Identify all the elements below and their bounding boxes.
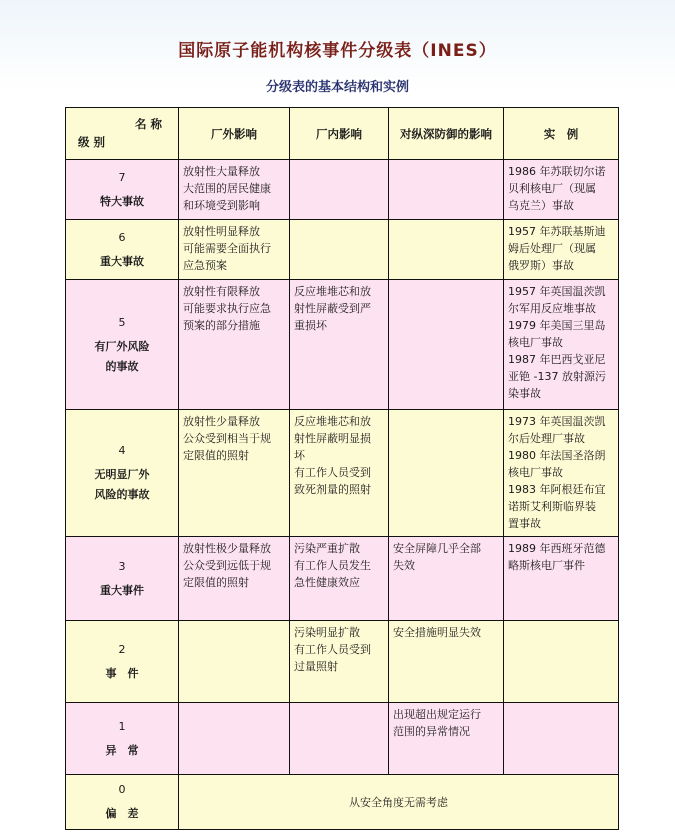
examples-line: 俄罗斯）事故 — [508, 259, 574, 272]
level-name: 无明显厂外 — [94, 468, 150, 481]
onsite-line: 坏 — [294, 449, 305, 462]
examples-cell — [504, 621, 619, 703]
defense-cell — [389, 621, 504, 703]
header-row — [66, 108, 619, 160]
onsite-line: 有工作人员发生 — [294, 559, 371, 572]
offsite-line: 放射性大量释放 — [183, 165, 260, 178]
offsite-cell — [179, 621, 290, 703]
examples-line: 诺斯艾利斯临界装 — [508, 500, 596, 513]
offsite-line: 预案的部分措施 — [183, 319, 260, 332]
level-cell — [66, 537, 179, 621]
onsite-cell — [290, 160, 389, 220]
defense-cell — [389, 160, 504, 220]
level-cell — [66, 703, 179, 775]
onsite-cell — [290, 280, 389, 410]
level-row-6 — [66, 220, 619, 280]
header-corner-cell — [66, 108, 179, 160]
examples-line: 1979 年美国三里岛 — [508, 319, 606, 332]
offsite-line: 应急预案 — [183, 259, 227, 272]
examples-line: 核电厂事故 — [508, 466, 563, 479]
examples-cell — [504, 220, 619, 280]
examples-line: 姆后处理厂（现属 — [508, 242, 596, 255]
level-number: 4 — [118, 444, 126, 457]
level-name: 的事故 — [105, 359, 139, 373]
onsite-cell — [290, 410, 389, 537]
level-name: 风险的事故 — [94, 488, 150, 501]
level-number: 6 — [118, 230, 126, 244]
level-cell — [66, 280, 179, 410]
onsite-line: 有工作人员受到 — [294, 466, 371, 479]
page-subtitle: 分级表的基本结构和实例 — [265, 80, 409, 95]
level-row-2 — [66, 621, 619, 703]
examples-cell — [504, 703, 619, 775]
defense-cell — [389, 703, 504, 775]
header-onsite: 厂内影响 — [290, 108, 389, 160]
offsite-cell — [179, 280, 290, 410]
offsite-line: 放射性有限释放 — [183, 285, 260, 298]
examples-line: 核电厂事故 — [508, 336, 563, 349]
defense-cell — [389, 537, 504, 621]
onsite-line: 致死剂量的照射 — [294, 483, 371, 496]
defense-cell — [389, 220, 504, 280]
offsite-line: 定限值的照射 — [183, 576, 249, 589]
onsite-cell — [290, 220, 389, 280]
header-defense: 对纵深防御的影响 — [389, 108, 504, 160]
level-name: 重大事件 — [100, 583, 144, 597]
offsite-cell — [179, 410, 290, 537]
defense-line: 安全屏障几乎全部 — [393, 542, 481, 555]
level-name: 重大事故 — [100, 254, 144, 268]
level-name: 偏 差 — [105, 807, 139, 820]
defense-line: 安全措施明显失效 — [393, 626, 481, 639]
examples-line: 略斯核电厂事件 — [508, 559, 585, 572]
offsite-line: 放射性明显释放 — [183, 225, 260, 238]
level-row-1 — [66, 703, 619, 775]
examples-line: 尔后处理厂事故 — [508, 432, 585, 445]
examples-cell — [504, 410, 619, 537]
onsite-line: 有工作人员受到 — [294, 643, 371, 656]
level-name: 有厂外风险 — [94, 339, 150, 353]
examples-line: 1973 年英国温茨凯 — [508, 415, 606, 428]
offsite-cell — [179, 703, 290, 775]
header-examples: 实 例 — [504, 108, 619, 160]
onsite-line: 过量照射 — [294, 660, 338, 673]
offsite-line: 公众受到远低于规 — [183, 559, 271, 572]
onsite-cell — [290, 621, 389, 703]
defense-cell — [389, 280, 504, 410]
examples-cell — [504, 280, 619, 410]
level-cell — [66, 220, 179, 280]
examples-line: 1987 年巴西戈亚尼 — [508, 353, 606, 366]
examples-line: 染事故 — [508, 387, 541, 400]
level-number: 7 — [118, 170, 126, 184]
examples-cell — [504, 160, 619, 220]
offsite-line: 放射性少量释放 — [183, 415, 260, 428]
level-row-0 — [66, 775, 619, 830]
defense-line: 范围的异常情况 — [393, 725, 470, 738]
examples-line: 1989 年西班牙范德 — [508, 542, 606, 555]
onsite-line: 射性屏蔽明显损 — [294, 432, 371, 445]
level-number: 1 — [118, 719, 126, 733]
onsite-cell — [290, 703, 389, 775]
level-number: 0 — [118, 783, 126, 796]
examples-line: 1980 年法国圣洛朗 — [508, 449, 606, 462]
offsite-line: 可能要求执行应急 — [183, 302, 271, 315]
onsite-line: 急性健康效应 — [294, 576, 360, 589]
level-cell — [66, 160, 179, 220]
examples-line: 尔军用反应堆事故 — [508, 302, 596, 315]
level-name: 事 件 — [105, 666, 139, 680]
ines-table — [65, 107, 619, 830]
level-number: 3 — [118, 559, 126, 573]
header-offsite: 厂外影响 — [179, 108, 290, 160]
level-name: 异 常 — [105, 743, 139, 757]
offsite-line: 公众受到相当于规 — [183, 432, 271, 445]
onsite-line: 反应堆堆芯和放 — [294, 415, 371, 428]
level-row-3 — [66, 537, 619, 621]
onsite-line: 反应堆堆芯和放 — [294, 285, 371, 298]
offsite-line: 可能需要全面执行 — [183, 242, 271, 255]
defense-cell — [389, 410, 504, 537]
onsite-cell — [290, 537, 389, 621]
level-row-7 — [66, 160, 619, 220]
defense-line: 失效 — [393, 559, 415, 572]
examples-line: 贝利核电厂（现属 — [508, 182, 596, 195]
onsite-line: 污染明显扩散 — [294, 626, 360, 639]
onsite-line: 污染严重扩散 — [294, 542, 360, 555]
page-title: 国际原子能机构核事件分级表（INES） — [178, 41, 497, 61]
level-number: 5 — [118, 315, 126, 329]
examples-line: 1983 年阿根廷布宜 — [508, 483, 606, 496]
header-name-label: 名 称 — [134, 117, 162, 131]
level-number: 2 — [118, 642, 126, 656]
level-cell — [66, 775, 179, 830]
onsite-line: 射性屏蔽受到严 — [294, 302, 371, 315]
header-level-label: 级 别 — [78, 135, 106, 149]
examples-line: 乌克兰）事故 — [508, 199, 574, 212]
offsite-cell — [179, 537, 290, 621]
offsite-line: 和环境受到影响 — [183, 199, 260, 212]
offsite-line: 大范围的居民健康 — [183, 182, 271, 195]
examples-line: 亚铯 -137 放射源污 — [508, 370, 606, 383]
offsite-line: 放射性极少量释放 — [183, 542, 271, 555]
examples-cell — [504, 537, 619, 621]
examples-line: 置事故 — [508, 517, 541, 530]
level-name: 特大事故 — [100, 194, 144, 208]
defense-line: 出现超出规定运行 — [393, 708, 481, 721]
offsite-cell — [179, 220, 290, 280]
examples-line: 1986 年苏联切尔诺 — [508, 165, 606, 178]
examples-line: 1957 年英国温茨凯 — [508, 285, 606, 298]
examples-line: 1957 年苏联基斯迪 — [508, 225, 606, 238]
offsite-line: 定限值的照射 — [183, 449, 249, 462]
level-cell — [66, 410, 179, 537]
level-row-5 — [66, 280, 619, 410]
level0-description: 从安全角度无需考虑 — [179, 775, 619, 830]
offsite-cell — [179, 160, 290, 220]
level-cell — [66, 621, 179, 703]
level-row-4 — [66, 410, 619, 537]
onsite-line: 重损坏 — [294, 319, 327, 332]
